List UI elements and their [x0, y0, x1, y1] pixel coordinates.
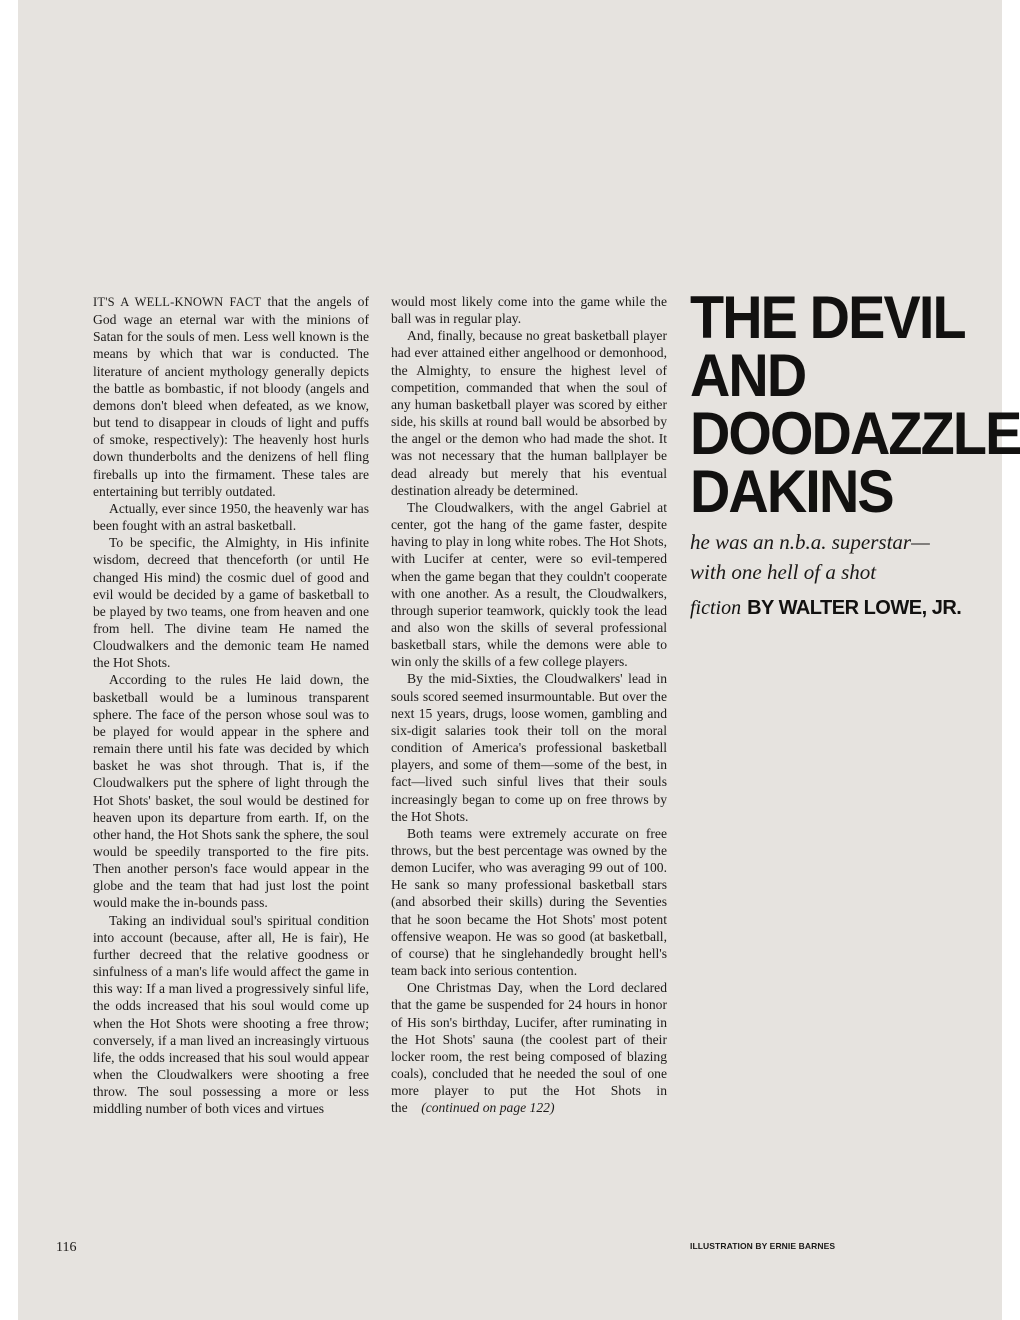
paragraph-1-text: that the angels of God wage an eternal war with the minions of Satan for the souls of men. Less well known is the means by which that war is conducted. The literature of ancient mythology generally depicts the battle as bombastic, if not bloody (angels and demons don't bleed when defeated, as we know, but tend to disappear in clouds of light and puffs of smoke, respectively): The heavenly host hurls down thunderbolts and the denizens of hell fling fireballs up into the firmament. These tales are entertaining but terribly outdated.	[93, 294, 369, 499]
title-line: THE DEVIL	[690, 284, 965, 351]
paragraph-5: Taking an individual soul's spiritual condition into account (because, after all, He is fair), He further decreed that the relative goodness or sinfulness of a man's life would affect the game in this way: If a man lived a progressively sinful life, the odds increased that his soul would come up when the Hot Shots were shooting a free throw; conversely, if a man lived an increasingly virtuous life, the odds increased that his soul would appear when the Cloudwalkers were shooting a free throw. The soul possessing a more or less middling number of both vices and virtues	[93, 912, 369, 1117]
magazine-page	[18, 0, 1020, 1320]
article-deck	[690, 527, 990, 587]
byline-author: BY WALTER LOWE, JR.	[747, 597, 962, 619]
deck-line: he was an n.b.a. superstar—	[690, 530, 930, 554]
illustration-credit: ILLUSTRATION BY ERNIE BARNES	[690, 1241, 836, 1251]
title-line: DAKINS	[690, 458, 893, 525]
paragraph-6: would most likely come into the game while the ball was in regular play.	[391, 294, 667, 327]
page-number: 116	[56, 1240, 77, 1255]
body-column-2	[391, 293, 667, 1117]
paragraph-10: Both teams were extremely accurate on free throws, but the best percentage was owned by the demon Lucifer, who was averaging 99 out of 100. He sank so many professional basketball stars (and absorbed their skills) during the Seventies that he soon became the Hot Shots' most potent offensive weapon. He was so good (at basketball, of course) that he singlehandedly brought hell's team back into serious contention.	[391, 825, 667, 979]
paragraph-4: According to the rules He laid down, the basketball would be a luminous transparent sphere. The face of the person whose soul was to be played for would appear in the sphere and remain there until his fate was decided by which basket he was shot through. That is, if the Cloudwalkers put the sphere of light through the Hot Shots' basket, the soul would be destined for heaven upon its departure from earth. If, on the other hand, the Hot Shots sank the sphere, the soul would be speedily transported to the fire pits. Then another person's face would appear in the globe and the team that had just lost the point would make the in-bounds pass.	[93, 672, 369, 911]
paragraph-9: By the mid-Sixties, the Cloudwalkers' lead in souls scored seemed insurmountable. But over the next 15 years, drugs, loose women, gambling and six-digit salaries took their toll on the moral condition of America's professional basketball players, and some of them—some of the best, in fact—lived such sinful lives that their souls increasingly began to come up on free throws by the Hot Shots.	[391, 671, 667, 824]
byline-kind: fiction	[690, 597, 742, 619]
paragraph-2: Actually, ever since 1950, the heavenly war has been fought with an astral basketball.	[93, 500, 369, 534]
paragraph-11	[391, 979, 667, 1116]
article-title	[690, 284, 1020, 525]
lead-in: IT'S A WELL-KNOWN FACT	[93, 295, 262, 309]
paragraph-8: The Cloudwalkers, with the angel Gabriel at center, got the hang of the game faster, despite having to play in long white robes. The Hot Shots, with Lucifer at center, were so evil-tempered when the game began that they couldn't cooperate with one another. As a result, the Cloudwalkers, through superior teamwork, quickly took the lead and also won the skills of several professional basketball stars, while the demons were able to win only the skills of a few college players.	[391, 499, 667, 670]
paragraph-11-text: One Christmas Day, when the Lord declared that the game be suspended for 24 hours in honor of His son's birthday, Lucifer, after ruminating in the Hot Shots' sauna (the coolest part of their locker room, the rest being composed of blazing coals), concluded that he needed the soul of one more player to put the Hot Shots in the	[391, 980, 667, 1116]
title-line: DOODAZZLE	[690, 400, 1020, 467]
byline	[690, 597, 990, 620]
body-column-1	[93, 293, 369, 1118]
paragraph-7: And, finally, because no great basketball player had ever attained either angelhood or demonhood, the Almighty, to ensure the highest level of competition, commanded that when the soul of any human basketball player was scored by either side, his skills at round ball would be absorbed by the angel or the demon who had made the shot. It was not necessary that the human ballplayer be dead already but merely that his eventual destination already be determined.	[391, 328, 667, 498]
continued-note: (continued on page 122)	[421, 1100, 555, 1116]
title-line: AND	[690, 342, 806, 409]
paragraph-3: To be specific, the Almighty, in His infinite wisdom, decreed that thenceforth (or until He changed His mind) the cosmic duel of good and evil would be decided by a game of basketball to be played by two teams, one from heaven and one from hell. The divine team He named the Cloudwalkers and the demonic team He named the Hot Shots.	[93, 535, 369, 671]
paragraph-1	[93, 293, 369, 500]
deck-line: with one hell of a shot	[690, 560, 877, 584]
